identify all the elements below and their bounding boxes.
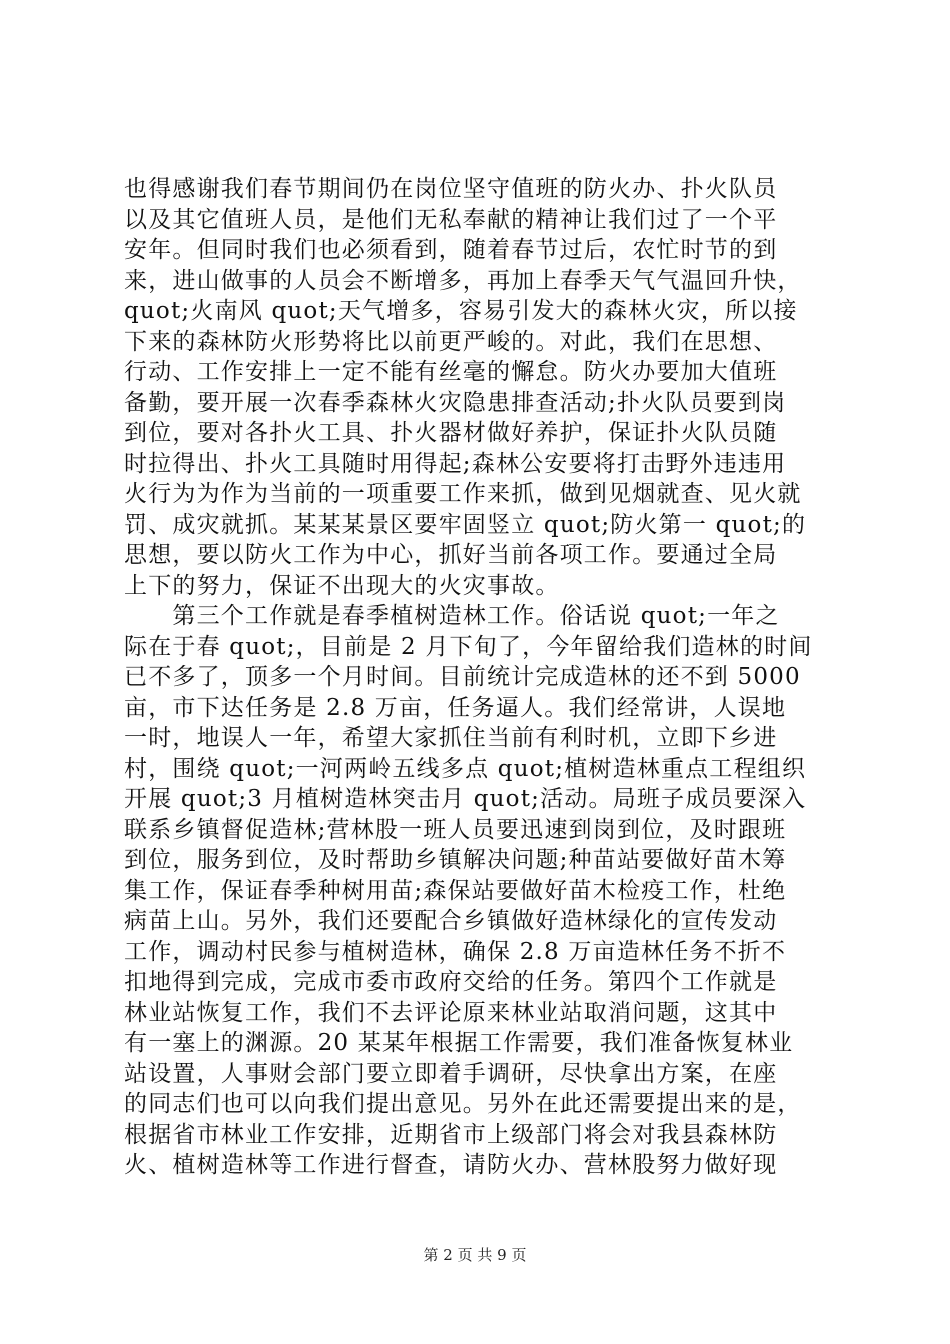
text-line: 扣地得到完成，完成市委市政府交给的任务。第四个工作就是	[124, 969, 778, 995]
text-line: 时拉得出、扑火工具随时用得起;森林公安要将打击野外违违用	[124, 450, 787, 477]
text-line: 思想，要以防火工作为中心，抓好当前各项工作。要通过全局	[124, 542, 778, 568]
body-text	[124, 174, 844, 1181]
text-line: 也得感谢我们春节期间仍在岗位坚守值班的防火办、扑火队员	[124, 176, 778, 202]
text-line: 以及其它值班人员，是他们无私奉献的精神让我们过了一个平	[124, 206, 778, 233]
text-line: 火行为为作为当前的一项重要工作来抓，做到见烟就查、见火就	[124, 481, 802, 507]
text-line: 来，进山做事的人员会不断增多，再加上春季天气气温回升快，	[124, 267, 802, 294]
page-number: 第 2 页 共 9 页	[423, 1246, 527, 1264]
text-line: 第三个工作就是春季植树造林工作。俗话说 quot;一年之	[124, 603, 780, 629]
text-line: 行动、工作安排上一定不能有丝毫的懈怠。防火办要加大值班	[124, 359, 778, 385]
text-line: 工作，调动村民参与植树造林，确保 2.8 万亩造林任务不折不	[124, 938, 787, 965]
text-line: 根据省市林业工作安排，近期省市上级部门将会对我县森林防	[124, 1121, 778, 1148]
text-line: 集工作，保证春季种树用苗;森保站要做好苗木检疫工作，杜绝	[124, 877, 787, 904]
text-line: 下来的森林防火形势将比以前更严峻的。对此，我们在思想、	[124, 328, 778, 355]
text-line: 到位，要对各扑火工具、扑火器材做好养护，保证扑火队员随	[124, 420, 778, 446]
text-line: 站设置，人事财会部门要立即着手调研，尽快拿出方案，在座	[124, 1060, 778, 1087]
text-line: 备勤，要开展一次春季森林火灾隐患排查活动;扑火队员要到岗	[124, 389, 787, 416]
text-line: 罚、成灾就抓。某某某景区要牢固竖立 quot;防火第一 quot;的	[124, 511, 807, 538]
text-line: 联系乡镇督促造林;营林股一班人员要迅速到岗到位，及时跟班	[124, 816, 787, 843]
text-line: 一时，地误人一年，希望大家抓住当前有利时机，立即下乡进	[124, 725, 778, 751]
text-line: quot;火南风 quot;天气增多，容易引发大的森林火灾，所以接	[124, 298, 798, 324]
text-line: 开展 quot;3 月植树造林突击月 quot;活动。局班子成员要深入	[124, 786, 807, 812]
text-line: 亩，市下达任务是 2.8 万亩，任务逼人。我们经常讲，人误地	[124, 694, 787, 721]
text-line: 的同志们也可以向我们提出意见。另外在此还需要提出来的是，	[124, 1091, 802, 1117]
text-line: 村，围绕 quot;一河两岭五线多点 quot;植树造林重点工程组织	[124, 755, 807, 782]
text-line: 已不多了，顶多一个月时间。目前统计完成造林的还不到 5000	[124, 664, 801, 690]
text-line: 林业站恢复工作，我们不去评论原来林业站取消问题，这其中	[124, 999, 778, 1026]
text-line: 上下的努力，保证不出现大的火灾事故。	[124, 572, 560, 599]
text-line: 安年。但同时我们也必须看到，随着春节过后，农忙时节的到	[124, 237, 778, 263]
text-line: 际在于春 quot;，目前是 2 月下旬了，今年留给我们造林的时间	[124, 633, 813, 660]
text-line: 病苗上山。另外，我们还要配合乡镇做好造林绿化的宣传发动	[124, 908, 778, 934]
text-line: 有一塞上的渊源。20 某某年根据工作需要，我们准备恢复林业	[124, 1030, 794, 1056]
text-line: 到位，服务到位，及时帮助乡镇解决问题;种苗站要做好苗木筹	[124, 847, 787, 873]
text-line: 火、植树造林等工作进行督查，请防火办、营林股努力做好现	[124, 1152, 778, 1178]
